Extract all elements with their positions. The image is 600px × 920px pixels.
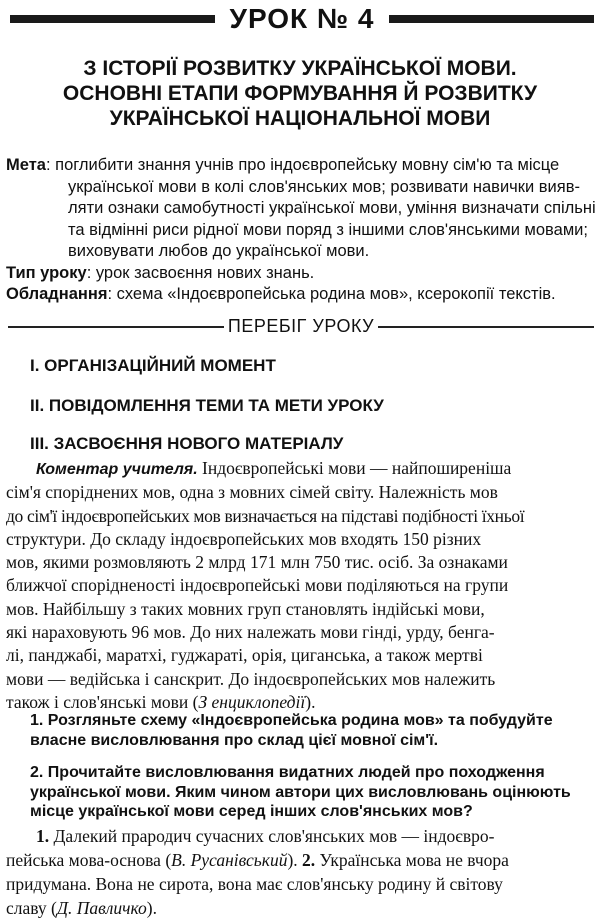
quote-2-end: ). [146,898,157,918]
quote-2-author: Д. Павличко [56,898,147,918]
commentary-source: З енциклопедії [198,691,306,712]
lesson-header [10,2,594,36]
commentary-first: Індоєвропейські мови — найпоширеніша [197,458,512,478]
commentary-line: ближчої спорідненості індоєвропейські мови поділяються на групи [6,575,509,596]
topic-title [40,56,560,131]
commentary-line: до сім'ї індоєвропейських мов визначається на підставі подібності їхньої [6,505,525,526]
task-2 [30,763,596,822]
commentary-line: мови — ведійська і санскрит. До індоєвропейських мов належить [6,668,496,689]
goal-line: виховувати любов до української мови. [68,242,370,260]
quote-1-cont: пейська мова-основа ( [6,850,172,870]
commentary-line: мов. Найбільшу з таких мовних груп становлять індійські мови, [6,598,485,619]
task-line: місце української мови серед інших слов'янських мов? [30,803,473,820]
lesson-type-value: : урок засвоєння нових знань. [86,263,315,282]
task-1 [30,711,596,750]
quote-line [6,896,596,920]
topic-line: УКРАЇНСЬКОЇ НАЦІОНАЛЬНОЇ МОВИ [109,107,491,130]
section-heading-1: І. ОРГАНІЗАЦІЙНИЙ МОМЕНТ [30,356,276,375]
quote-2-number: 2. [302,850,316,870]
commentary-line: мов, якими розмовляють 2 млрд 171 млн 750 тис. осіб. За ознаками [6,552,508,573]
lesson-type-label: Тип уроку [6,263,87,282]
goal-label: Мета [6,156,46,174]
quote-2-text: Українська мова не вчора [315,850,509,870]
commentary-last: також і слов'янські мови ( [6,691,199,712]
quote-line: придумана. Вона не сирота, вона має слов'янську родину й світову [6,874,503,894]
equipment-label: Обладнання [6,285,108,303]
commentary-line [6,457,596,481]
quote-1-author: В. Русанівський [171,850,288,870]
quote-1-number: 1. [36,826,50,846]
goal-line [6,155,596,177]
section-heading-3: ІІІ. ЗАСВОЄННЯ НОВОГО МАТЕРІАЛУ [30,434,344,453]
task-line: 1. Розгляньте схему «Індоєвропейська родина мов» та побудуйте [30,712,553,729]
commentary-line: сім'я споріднених мов, одна з мовних сімей світу. Належність мов [6,482,498,503]
lesson-flow-divider [8,313,594,339]
task-line: власне висловлювання про склад цієї мовної сім'ї. [30,731,439,749]
section-heading-2: ІІ. ПОВІДОМЛЕННЯ ТЕМИ ТА МЕТИ УРОКУ [30,396,384,415]
quote-line [6,824,596,848]
equipment-value: : схема «Індоєвропейська родина мов», ксерокопії текстів. [107,285,556,303]
goal-text: : поглибити знання учнів про індоєвропейську мовну сім'ю та місце [45,156,560,174]
commentary-lead: Коментар учителя. [36,461,198,478]
commentary-last-end: ). [305,691,316,712]
quote-1-text: Далекий прародич сучасних слов'янських мов — індоєвро- [49,826,495,846]
quotes-block [6,824,596,920]
lesson-type-line [6,263,596,285]
equipment-line [6,284,596,306]
commentary-line: лі, панджабі, маратхі, гуджараті, орія, циганська, а також мертві [6,645,483,666]
commentary-line: які нараховують 96 мов. До них належать мови гінді, урду, бенга- [6,622,495,643]
commentary-line: структури. До складу індоєвропейських мов входять 150 різних [6,528,482,549]
quote-line [6,848,596,872]
task-line: української мови. Яким чином автори цих висловлювань оцінюють [30,783,571,801]
divider-text: ПЕРЕБІГ УРОКУ [227,316,375,336]
divider-rule-right [378,326,594,328]
header-rule-left [10,15,215,23]
header-rule-right [389,15,594,23]
quote-2-last: славу ( [6,898,57,918]
topic-line: ОСНОВНІ ЕТАПИ ФОРМУВАННЯ Й РОЗВИТКУ [62,82,538,105]
topic-line: З ІСТОРІЇ РОЗВИТКУ УКРАЇНСЬКОЇ МОВИ. [83,57,517,80]
goal-line: та відмінні риси рідної мови поряд з іншими слов'янськими мовами; [68,220,588,239]
lesson-meta [6,155,596,306]
lesson-title: УРОК № 4 [229,3,375,34]
teacher-commentary [6,457,596,714]
goal-line: української мови в колі слов'янських мов; розвивати навички вияв- [68,177,580,196]
goal-line: ляти ознаки самобутності української мови, уміння визначати спільні [68,199,596,217]
task-line: 2. Прочитайте висловлювання видатних людей про походження [30,764,545,781]
quote-1-end: ). [287,850,303,870]
divider-rule-left [8,326,224,328]
